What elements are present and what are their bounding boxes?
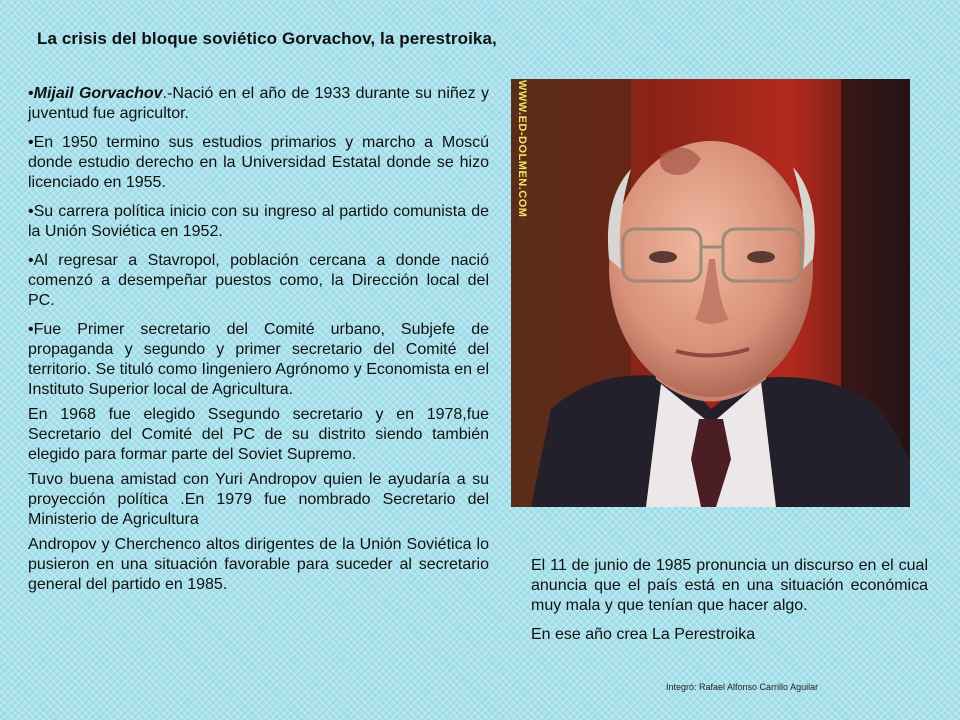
- paragraph-birth: [28, 84, 489, 124]
- paragraph-career: [28, 202, 489, 242]
- perestroika-column: [531, 556, 928, 654]
- paragraph-1968: En 1968 fue elegido Ssegundo secretario y en 1978,fue Secretario del Comité del PC de su distrito siendo también elegido para formar parte del Soviet Supremo.: [28, 406, 489, 463]
- birth-text: .-Nació en el año de 1933 durante su niñez y juventud fue agricultor.: [28, 85, 489, 122]
- bullet-marker: •: [28, 85, 34, 102]
- paragraph-perestroika: En ese año crea La Perestroika: [531, 626, 756, 643]
- paragraph-secretary: [28, 320, 489, 400]
- bullet-marker: •: [28, 321, 34, 338]
- portrait-photo: [511, 79, 910, 507]
- author-credit: Integró: Rafael Alfonso Carrillo Aguilar: [666, 682, 819, 692]
- stavropol-text: Al regresar a Stavropol, población cercana a donde nació comenzó a desempeñar puestos como, la Dirección local del PC.: [28, 252, 489, 309]
- bullet-marker: •: [28, 252, 34, 269]
- paragraph-andropov: Tuvo buena amistad con Yuri Andropov quien le ayudaría a su proyección política .En 1979 fue nombrado Secretario del Ministerio de Agricultura: [28, 471, 489, 528]
- paragraph-studies: [28, 133, 489, 193]
- secretary-text: Fue Primer secretario del Comité urbano, Subjefe de propaganda y segundo y primer secretario del Comité del territorio. Se tituló como Iingeniero Agrónomo y Economista en el Instituto Superior local de Agricultura.: [28, 321, 489, 398]
- paragraph-speech: El 11 de junio de 1985 pronuncia un discurso en el cual anuncia que el país está en una situación económica muy mala y que tenían que hacer algo.: [531, 557, 928, 614]
- career-text: Su carrera política inicio con su ingreso al partido comunista de la Unión Soviética en 1952.: [28, 203, 489, 240]
- portrait-illustration: [511, 79, 910, 507]
- biography-column: [28, 84, 489, 604]
- studies-text: En 1950 termino sus estudios primarios y marcho a Moscú donde estudio derecho en la Universidad Estatal donde se hizo licenciado en 1955.: [28, 134, 489, 191]
- paragraph-succession: Andropov y Cherchenco altos dirigentes de la Unión Soviética lo pusieron en una situación favorable para suceder al secretario general del partido en 1985.: [28, 536, 489, 593]
- bullet-marker: •: [28, 203, 34, 220]
- photo-watermark: WWW.ED-DOLMEN.COM: [516, 80, 528, 218]
- person-name: Mijail Gorvachov: [33, 85, 163, 102]
- paragraph-stavropol: [28, 251, 489, 311]
- bullet-marker: •: [28, 134, 34, 151]
- slide-title: La crisis del bloque soviético Gorvachov, la perestroika,: [37, 29, 497, 48]
